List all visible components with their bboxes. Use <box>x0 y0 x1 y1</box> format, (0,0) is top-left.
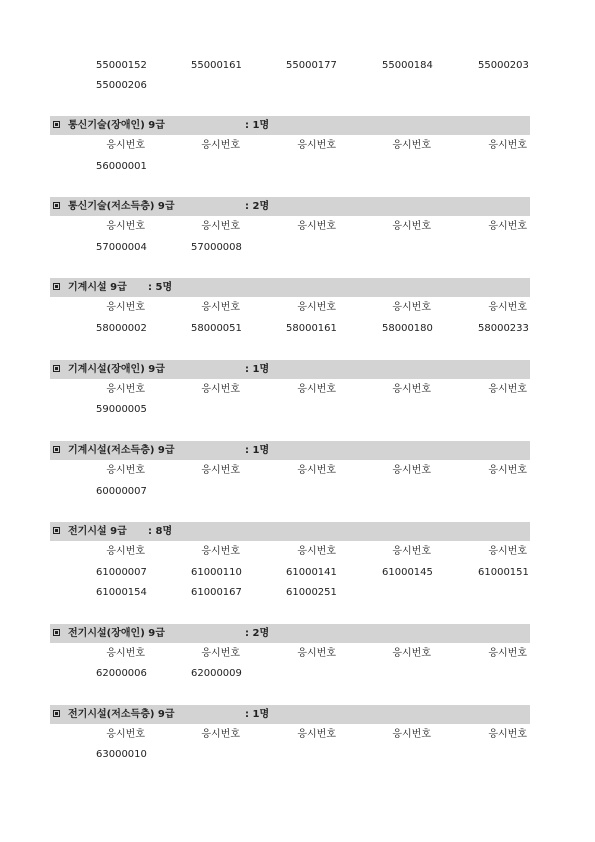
exam-number: 55000161 <box>191 60 242 71</box>
section-count: : 1명 <box>245 445 270 456</box>
column-label: 응시번호 <box>201 729 240 740</box>
exam-number: 61000167 <box>191 587 242 598</box>
column-label: 응시번호 <box>488 546 527 557</box>
exam-number: 62000006 <box>96 668 147 679</box>
column-label-row <box>96 728 536 742</box>
exam-number: 59000005 <box>96 404 147 415</box>
square-bullet-icon <box>53 202 60 209</box>
column-label: 응시번호 <box>106 140 145 151</box>
column-label: 응시번호 <box>297 546 336 557</box>
exam-number: 55000152 <box>96 60 147 71</box>
column-label-row <box>96 647 536 661</box>
section-title: 통신기술(장애인) 9급 <box>68 120 165 131</box>
column-label-row <box>96 301 536 315</box>
column-label: 응시번호 <box>488 729 527 740</box>
column-label: 응시번호 <box>201 465 240 476</box>
exam-number: 58000233 <box>478 323 529 334</box>
section-count: : 8명 <box>148 526 173 537</box>
section-count: : 1명 <box>245 364 270 375</box>
column-label: 응시번호 <box>106 465 145 476</box>
exam-number: 61000007 <box>96 567 147 578</box>
section-title: 기계시설(장애인) 9급 <box>68 364 165 375</box>
square-bullet-icon <box>53 283 60 290</box>
column-label: 응시번호 <box>201 384 240 395</box>
column-label: 응시번호 <box>297 465 336 476</box>
column-label: 응시번호 <box>297 384 336 395</box>
column-label: 응시번호 <box>201 302 240 313</box>
section-title: 기계시설 9급 <box>68 282 127 293</box>
number-row <box>96 322 536 336</box>
column-label-row <box>96 545 536 559</box>
column-label: 응시번호 <box>488 384 527 395</box>
exam-number: 62000009 <box>191 668 242 679</box>
column-label: 응시번호 <box>392 384 431 395</box>
exam-number: 55000184 <box>382 60 433 71</box>
square-bullet-icon <box>53 527 60 534</box>
number-row <box>96 241 536 255</box>
column-label-row <box>96 383 536 397</box>
column-label: 응시번호 <box>392 221 431 232</box>
section-header <box>50 360 530 379</box>
section-title: 전기시설 9급 <box>68 526 127 537</box>
column-label-row <box>96 464 536 478</box>
square-bullet-icon <box>53 365 60 372</box>
column-label: 응시번호 <box>392 140 431 151</box>
number-row <box>96 667 536 681</box>
column-label: 응시번호 <box>297 302 336 313</box>
square-bullet-icon <box>53 629 60 636</box>
column-label: 응시번호 <box>297 648 336 659</box>
column-label: 응시번호 <box>488 221 527 232</box>
exam-number: 55000206 <box>96 80 147 91</box>
exam-number: 58000051 <box>191 323 242 334</box>
section-title: 통신기술(저소득층) 9급 <box>68 201 175 212</box>
column-label: 응시번호 <box>488 140 527 151</box>
section-header <box>50 441 530 460</box>
column-label: 응시번호 <box>106 384 145 395</box>
section-header <box>50 116 530 135</box>
square-bullet-icon <box>53 121 60 128</box>
exam-number: 55000177 <box>286 60 337 71</box>
section-title: 전기시설(장애인) 9급 <box>68 628 165 639</box>
column-label: 응시번호 <box>106 302 145 313</box>
number-row <box>96 748 536 762</box>
exam-number: 63000010 <box>96 749 147 760</box>
column-label: 응시번호 <box>106 729 145 740</box>
number-row <box>96 403 536 417</box>
column-label: 응시번호 <box>488 465 527 476</box>
square-bullet-icon <box>53 446 60 453</box>
exam-number: 60000007 <box>96 486 147 497</box>
column-label: 응시번호 <box>201 221 240 232</box>
column-label-row <box>96 220 536 234</box>
column-label: 응시번호 <box>488 302 527 313</box>
exam-number: 61000151 <box>478 567 529 578</box>
section-header <box>50 278 530 297</box>
column-label: 응시번호 <box>106 546 145 557</box>
number-row <box>96 566 536 580</box>
section-count: : 5명 <box>148 282 173 293</box>
number-row <box>96 59 536 73</box>
section-count: : 2명 <box>245 628 270 639</box>
exam-number: 57000008 <box>191 242 242 253</box>
column-label: 응시번호 <box>201 140 240 151</box>
number-row <box>96 586 536 600</box>
column-label: 응시번호 <box>392 729 431 740</box>
section-header <box>50 197 530 216</box>
column-label: 응시번호 <box>392 465 431 476</box>
column-label: 응시번호 <box>392 546 431 557</box>
exam-number: 61000145 <box>382 567 433 578</box>
section-count: : 1명 <box>245 120 270 131</box>
column-label: 응시번호 <box>297 221 336 232</box>
column-label: 응시번호 <box>106 221 145 232</box>
number-row <box>96 79 536 93</box>
exam-number: 58000161 <box>286 323 337 334</box>
section-header <box>50 522 530 541</box>
section-header <box>50 705 530 724</box>
column-label-row <box>96 139 536 153</box>
exam-number: 58000180 <box>382 323 433 334</box>
square-bullet-icon <box>53 710 60 717</box>
column-label: 응시번호 <box>201 648 240 659</box>
section-count: : 1명 <box>245 709 270 720</box>
section-title: 전기시설(저소득층) 9급 <box>68 709 175 720</box>
exam-number: 61000110 <box>191 567 242 578</box>
column-label: 응시번호 <box>488 648 527 659</box>
column-label: 응시번호 <box>392 648 431 659</box>
exam-number: 58000002 <box>96 323 147 334</box>
exam-number: 55000203 <box>478 60 529 71</box>
exam-number: 61000141 <box>286 567 337 578</box>
column-label: 응시번호 <box>106 648 145 659</box>
exam-number: 57000004 <box>96 242 147 253</box>
column-label: 응시번호 <box>392 302 431 313</box>
exam-number: 61000154 <box>96 587 147 598</box>
column-label: 응시번호 <box>297 140 336 151</box>
number-row <box>96 160 536 174</box>
section-title: 기계시설(저소득층) 9급 <box>68 445 175 456</box>
section-count: : 2명 <box>245 201 270 212</box>
column-label: 응시번호 <box>297 729 336 740</box>
exam-number: 61000251 <box>286 587 337 598</box>
number-row <box>96 485 536 499</box>
section-header <box>50 624 530 643</box>
column-label: 응시번호 <box>201 546 240 557</box>
exam-number: 56000001 <box>96 161 147 172</box>
